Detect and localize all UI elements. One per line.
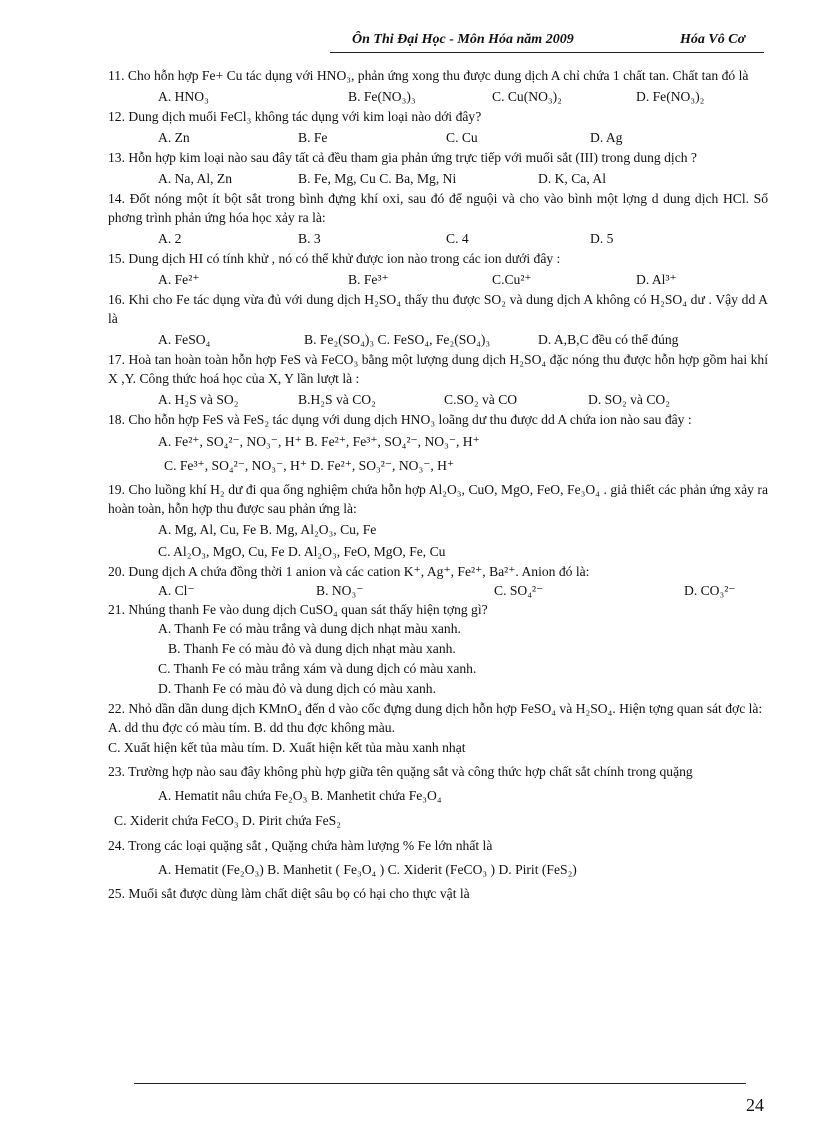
question-13 xyxy=(108,148,768,189)
question-text: 16. Khi cho Fe tác dụng vừa đủ với dung dịch H₂SO₄ thấy thu được SO₂ và dung dịch A không có H₂SO₄ dư . Vậy dd A là xyxy=(108,292,768,326)
options-row xyxy=(108,388,768,410)
option-c: C. Cu(NO₃)₂ xyxy=(492,89,562,104)
options-row xyxy=(108,328,768,350)
question-list xyxy=(108,66,768,903)
question-text: 21. Nhúng thanh Fe vào dung dịch CuSO₄ quan sát thấy hiện tợng gì? xyxy=(108,602,488,617)
page-header xyxy=(0,32,816,52)
option-a: A. HNO₃ xyxy=(158,89,209,104)
options-row xyxy=(108,167,768,189)
option-c: C. Cu xyxy=(446,130,478,145)
option-a: A. Cl⁻ xyxy=(158,583,195,598)
option-a: A. Na, Al, Zn xyxy=(158,171,233,186)
question-15 xyxy=(108,249,768,290)
header-title: Ôn Thi Đại Học - Môn Hóa năm 2009 xyxy=(352,32,574,47)
question-25 xyxy=(108,884,768,903)
option-b: B. Fe(NO₃)₃ xyxy=(348,89,416,104)
question-21 xyxy=(108,600,768,699)
option-c: C. SO₄²⁻ xyxy=(494,583,544,598)
option-b: B. Fe xyxy=(298,130,328,145)
page-number: 24 xyxy=(746,1095,764,1115)
question-text: 12. Dung dịch muối FeCl₃ không tác dụng với kim loại nào dới đây? xyxy=(108,109,482,124)
option-line: A. dd thu đợc có màu tím. B. dd thu đợc không màu. xyxy=(108,720,395,735)
option-d: D. K, Ca, Al xyxy=(538,171,606,186)
question-text: 15. Dung dịch HI có tính khử , nó có thể khử được ion nào trong các ion dưới đây : xyxy=(108,251,561,266)
question-text: 25. Muối sắt được dùng làm chất diệt sâu bọ có hại cho thực vật là xyxy=(108,886,470,901)
option-b: B. Fe³⁺ xyxy=(348,272,389,287)
question-11 xyxy=(108,66,768,107)
option-d: D. Ag xyxy=(590,130,623,145)
question-12 xyxy=(108,107,768,148)
option-b: B.H₂S và CO₂ xyxy=(298,392,376,407)
option-a: A. Zn xyxy=(158,130,190,145)
option-c: C.SO₂ và CO xyxy=(444,392,518,407)
option-line: C. Fe³⁺, SO₄²⁻, NO₃⁻, H⁺ D. Fe²⁺, SO₃²⁻, NO₃⁻, H⁺ xyxy=(164,458,455,473)
question-22 xyxy=(108,699,768,758)
option-line: C. Thanh Fe có màu trắng xám và dung dịch có màu xanh. xyxy=(158,661,477,676)
option-line: A. Thanh Fe có màu trắng và dung dịch nhạt màu xanh. xyxy=(158,621,461,636)
option-a: A. H₂S và SO₂ xyxy=(158,392,239,407)
option-line: A. Hematit (Fe₂O₃) B. Manhetit ( Fe₃O₄ ) C. Xiderit (FeCO₃ ) D. Pirit (FeS₂) xyxy=(158,862,577,877)
option-a: A. Fe²⁺ xyxy=(158,272,200,287)
question-14 xyxy=(108,189,768,249)
option-d: D. SO₂ và CO₂ xyxy=(588,392,670,407)
question-text: 23. Trường hợp nào sau đây không phù hợp giữa tên quặng sắt và công thức hợp chất sắt chính trong quặng xyxy=(108,764,693,779)
question-text: 14. Đốt nóng một ít bột sắt trong bình đựng khí oxi, sau đó để nguội và cho vào bình một lợng d dung dịch HCl. Số phơng trình phản ứng hóa học xảy ra là: xyxy=(108,191,768,225)
options-row xyxy=(108,227,768,249)
option-d: D. Al³⁺ xyxy=(636,272,677,287)
question-17 xyxy=(108,350,768,410)
option-line: A. Hematit nâu chứa Fe₂O₃ B. Manhetit chứa Fe₃O₄ xyxy=(158,788,442,803)
question-text: 17. Hoà tan hoàn toàn hỗn hợp FeS và FeCO₃ bằng một lượng dung dịch H₂SO₄ đặc nóng thu được hỗn hợp gồm hai khí X ,Y. Công thức hoá học của X, Y lần lượt là : xyxy=(108,352,768,386)
question-text: 20. Dung dịch A chứa đồng thời 1 anion và các cation K⁺, Ag⁺, Fe²⁺, Ba²⁺. Anion đó là: xyxy=(108,564,590,579)
option-a: A. FeSO₄ xyxy=(158,332,211,347)
question-text: 19. Cho luồng khí H₂ dư đi qua ống nghiệm chứa hỗn hợp Al₂O₃, CuO, MgO, FeO, Fe₃O₄ . giả thiết các phản ứng xảy ra hoàn toàn, hỗn hợp thu được sau phản ứng là: xyxy=(108,482,768,516)
option-c: C.Cu²⁺ xyxy=(492,272,532,287)
question-text: 22. Nhỏ dần dần dung dịch KMnO₄ đến d vào cốc đựng dung dịch hỗn hợp FeSO₄ và H₂SO₄. Hiện tợng quan sát đợc là: xyxy=(108,701,763,716)
options-row xyxy=(108,268,768,290)
question-24 xyxy=(108,836,768,880)
question-23 xyxy=(108,762,768,831)
option-line: A. Mg, Al, Cu, Fe B. Mg, Al₂O₃, Cu, Fe xyxy=(158,522,377,537)
question-text: 11. Cho hỗn hợp Fe+ Cu tác dụng với HNO₃, phản ứng xong thu được dung dịch A chỉ chứa 1 chất tan. Chất tan đó là xyxy=(108,68,749,83)
options-row xyxy=(108,581,768,600)
question-16 xyxy=(108,290,768,350)
option-a: A. 2 xyxy=(158,231,182,246)
option-b: B. 3 xyxy=(298,231,321,246)
option-line: C. Xuất hiện kết tủa màu tím. D. Xuất hiện kết tủa màu xanh nhạt xyxy=(108,740,466,755)
options-row xyxy=(108,126,768,148)
option-line: C. Xiderit chứa FeCO₃ D. Pirit chứa FeS₂ xyxy=(114,813,341,828)
footer-rule xyxy=(134,1083,746,1084)
option-bc: B. Fe, Mg, Cu C. Ba, Mg, Ni xyxy=(298,171,457,186)
header-topic: Hóa Vô Cơ xyxy=(680,32,746,47)
question-text: 13. Hỗn hợp kim loại nào sau đây tất cả đều tham gia phản ứng trực tiếp với muối sắt (III) trong dung dịch ? xyxy=(108,150,697,165)
option-line: B. Thanh Fe có màu đỏ và dung dịch nhạt màu xanh. xyxy=(168,641,456,656)
option-d: D. 5 xyxy=(590,231,614,246)
option-b: B. NO₃⁻ xyxy=(316,583,364,598)
option-c: C. 4 xyxy=(446,231,469,246)
question-19 xyxy=(108,480,768,562)
question-text: 18. Cho hỗn hợp FeS và FeS₂ tác dụng với dung dịch HNO₃ loãng dư thu được dd A chứa ion nào sau đây : xyxy=(108,412,692,427)
header-rule xyxy=(330,52,764,53)
option-line: A. Fe²⁺, SO₄²⁻, NO₃⁻, H⁺ B. Fe²⁺, Fe³⁺, SO₄²⁻, NO₃⁻, H⁺ xyxy=(158,434,480,449)
options-row xyxy=(108,85,768,107)
option-d: D. A,B,C đều có thể đúng xyxy=(538,332,679,347)
option-d: D. CO₃²⁻ xyxy=(684,583,736,598)
option-bc: B. Fe₂(SO₄)₃ C. FeSO₄, Fe₂(SO₄)₃ xyxy=(304,332,491,347)
option-d: D. Fe(NO₃)₂ xyxy=(636,89,705,104)
option-line: C. Al₂O₃, MgO, Cu, Fe D. Al₂O₃, FeO, MgO, Fe, Cu xyxy=(158,544,446,559)
question-text: 24. Trong các loại quặng sắt , Quặng chứa hàm lượng % Fe lớn nhất là xyxy=(108,838,493,853)
question-18 xyxy=(108,410,768,476)
question-20 xyxy=(108,562,768,600)
option-line: D. Thanh Fe có màu đỏ và dung dịch có màu xanh. xyxy=(158,681,436,696)
